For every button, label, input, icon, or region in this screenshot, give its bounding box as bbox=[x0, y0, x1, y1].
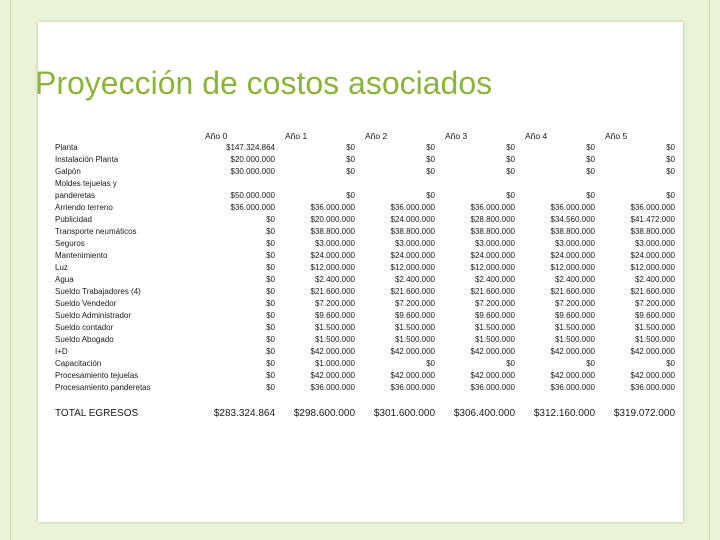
row-value-year-4: $1.500.000 bbox=[554, 335, 595, 344]
row-value-year-2: $38.800.000 bbox=[390, 227, 435, 236]
row-value-year-5: $36.000.000 bbox=[630, 383, 675, 392]
row-value-year-3: $0 bbox=[506, 155, 515, 164]
row-value-year-1: $3.000.000 bbox=[314, 239, 355, 248]
table-row bbox=[55, 202, 675, 214]
row-value-year-0: $0 bbox=[266, 215, 275, 224]
row-value-year-5: $12.000.000 bbox=[630, 263, 675, 272]
row-label: Moldes tejuelas y bbox=[55, 179, 117, 188]
row-label: Arriendo terreno bbox=[55, 203, 113, 212]
row-value-year-0: $0 bbox=[266, 323, 275, 332]
row-label: Capacitación bbox=[55, 359, 102, 368]
row-value-year-3: $0 bbox=[506, 359, 515, 368]
row-value-year-4: $21.600.000 bbox=[550, 287, 595, 296]
header-cell-year-2: Año 2 bbox=[365, 131, 388, 141]
row-value-year-3: $1.500.000 bbox=[474, 335, 515, 344]
total-year-2: $301.600.000 bbox=[373, 408, 435, 419]
row-value-year-0: $20.000.000 bbox=[230, 155, 275, 164]
row-value-year-4: $0 bbox=[586, 359, 595, 368]
row-value-year-2: $1.500.000 bbox=[394, 335, 435, 344]
row-value-year-4: $3.000.000 bbox=[554, 239, 595, 248]
row-value-year-5: $38.800.000 bbox=[630, 227, 675, 236]
row-value-year-2: $9.600.000 bbox=[394, 311, 435, 320]
header-cell-year-5: Año 5 bbox=[605, 131, 628, 141]
row-value-year-2: $24.000.000 bbox=[390, 215, 435, 224]
row-value-year-0: $0 bbox=[266, 275, 275, 284]
row-value-year-2: $0 bbox=[426, 155, 435, 164]
row-value-year-4: $0 bbox=[586, 191, 595, 200]
row-label: Sueldo Administrador bbox=[55, 311, 132, 320]
table-row bbox=[55, 382, 675, 394]
total-year-1: $298.600.000 bbox=[293, 408, 355, 419]
row-label: Sueldo Vendedor bbox=[55, 299, 117, 308]
brand-label: NEUMACLAJE bbox=[606, 481, 676, 492]
row-label: Luz bbox=[55, 263, 68, 272]
row-value-year-3: $28.800.000 bbox=[470, 215, 515, 224]
row-label: I+D bbox=[55, 347, 68, 356]
row-value-year-2: $0 bbox=[426, 191, 435, 200]
row-value-year-5: $42.000.000 bbox=[630, 371, 675, 380]
row-value-year-5: $9.600.000 bbox=[634, 311, 675, 320]
row-value-year-3: $2.400.000 bbox=[474, 275, 515, 284]
row-value-year-0: $0 bbox=[266, 227, 275, 236]
row-value-year-2: $7.200.000 bbox=[394, 299, 435, 308]
table-row bbox=[55, 346, 675, 358]
row-value-year-4: $1.500.000 bbox=[554, 323, 595, 332]
row-value-year-2: $0 bbox=[426, 359, 435, 368]
row-label: Galpón bbox=[55, 167, 81, 176]
row-value-year-2: $42.000.000 bbox=[390, 371, 435, 380]
row-value-year-0: $0 bbox=[266, 311, 275, 320]
row-value-year-4: $24.000.000 bbox=[550, 251, 595, 260]
row-value-year-3: $7.200.000 bbox=[474, 299, 515, 308]
header-cell-year-0: Año 0 bbox=[205, 131, 228, 141]
row-value-year-3: $0 bbox=[506, 143, 515, 152]
table-row bbox=[55, 214, 675, 226]
total-year-3: $306.400.000 bbox=[453, 408, 515, 419]
header-cell-label bbox=[55, 130, 165, 142]
row-value-year-5: $2.400.000 bbox=[634, 275, 675, 284]
row-value-year-2: $12.000.000 bbox=[390, 263, 435, 272]
row-value-year-3: $0 bbox=[506, 191, 515, 200]
table-row bbox=[55, 250, 675, 262]
row-value-year-5: $24.000.000 bbox=[630, 251, 675, 260]
row-value-year-5 bbox=[595, 178, 675, 190]
table-header-row bbox=[55, 130, 675, 142]
row-value-year-4: $7.200.000 bbox=[554, 299, 595, 308]
row-value-year-2: $2.400.000 bbox=[394, 275, 435, 284]
table-row bbox=[55, 358, 675, 370]
row-value-year-1: $24.000.000 bbox=[310, 251, 355, 260]
row-value-year-0: $30.000.000 bbox=[230, 167, 275, 176]
row-value-year-1: $38.800.000 bbox=[310, 227, 355, 236]
header-cell-year-4: Año 4 bbox=[525, 131, 548, 141]
row-value-year-4: $0 bbox=[586, 155, 595, 164]
row-value-year-1: $12.000.000 bbox=[310, 263, 355, 272]
row-value-year-5: $0 bbox=[666, 191, 675, 200]
table-row bbox=[55, 238, 675, 250]
table-row bbox=[55, 226, 675, 238]
row-label: Publicidad bbox=[55, 215, 92, 224]
row-value-year-3: $0 bbox=[506, 167, 515, 176]
row-value-year-1: $42.000.000 bbox=[310, 371, 355, 380]
row-value-year-0: $0 bbox=[266, 371, 275, 380]
row-value-year-1: $0 bbox=[346, 191, 355, 200]
row-value-year-4: $2.400.000 bbox=[554, 275, 595, 284]
row-value-year-5: $0 bbox=[666, 155, 675, 164]
row-value-year-4: $42.000.000 bbox=[550, 371, 595, 380]
row-value-year-1: $1.500.000 bbox=[314, 323, 355, 332]
row-label: Sueldo Trabajadores (4) bbox=[55, 287, 141, 296]
header-cell-year-1: Año 1 bbox=[285, 131, 308, 141]
row-label: Procesamiento panderetas bbox=[55, 383, 151, 392]
slide-frame-left bbox=[10, 0, 11, 540]
row-value-year-4: $34.560.000 bbox=[550, 215, 595, 224]
row-value-year-5: $41.472.000 bbox=[630, 215, 675, 224]
row-value-year-0: $50.000.000 bbox=[230, 191, 275, 200]
row-value-year-2 bbox=[355, 178, 435, 190]
row-label: Transporte neumáticos bbox=[55, 227, 137, 236]
row-value-year-3: $12.000.000 bbox=[470, 263, 515, 272]
total-row bbox=[55, 394, 675, 420]
row-value-year-1: $1.000.000 bbox=[314, 359, 355, 368]
row-value-year-4: $0 bbox=[586, 143, 595, 152]
row-value-year-3: $36.000.000 bbox=[470, 383, 515, 392]
row-value-year-1 bbox=[275, 178, 355, 190]
row-value-year-4: $12.000.000 bbox=[550, 263, 595, 272]
row-value-year-5: $42.000.000 bbox=[630, 347, 675, 356]
row-value-year-2: $36.000.000 bbox=[390, 383, 435, 392]
row-value-year-1: $21.600.000 bbox=[310, 287, 355, 296]
row-value-year-5: $21.600.000 bbox=[630, 287, 675, 296]
slide-frame-right bbox=[709, 0, 710, 540]
row-value-year-3: $24.000.000 bbox=[470, 251, 515, 260]
row-value-year-0: $0 bbox=[266, 251, 275, 260]
row-label: Procesamiento tejuelas bbox=[55, 371, 139, 380]
row-label: Seguros bbox=[55, 239, 85, 248]
row-label: Sueldo Abogado bbox=[55, 335, 114, 344]
row-label: Agua bbox=[55, 275, 74, 284]
row-value-year-5: $0 bbox=[666, 359, 675, 368]
row-label: Sueldo contador bbox=[55, 323, 114, 332]
row-value-year-3: $38.800.000 bbox=[470, 227, 515, 236]
row-value-year-1: $36.000.000 bbox=[310, 383, 355, 392]
total-year-4: $312.160.000 bbox=[533, 408, 595, 419]
row-value-year-3: $9.600.000 bbox=[474, 311, 515, 320]
row-value-year-3: $21.600.000 bbox=[470, 287, 515, 296]
row-value-year-3: $42.000.000 bbox=[470, 371, 515, 380]
row-value-year-0: $147.324.864 bbox=[226, 143, 275, 152]
table-row bbox=[55, 178, 675, 190]
row-label: Instalación Planta bbox=[55, 155, 119, 164]
row-value-year-1: $0 bbox=[346, 155, 355, 164]
row-label: panderetas bbox=[55, 191, 96, 200]
row-value-year-5: $1.500.000 bbox=[634, 335, 675, 344]
row-value-year-4: $36.000.000 bbox=[550, 203, 595, 212]
row-value-year-0: $0 bbox=[266, 287, 275, 296]
row-value-year-1: $20.000.000 bbox=[310, 215, 355, 224]
row-value-year-0: $0 bbox=[266, 335, 275, 344]
row-value-year-1: $7.200.000 bbox=[314, 299, 355, 308]
row-value-year-0 bbox=[165, 178, 275, 190]
table-row bbox=[55, 190, 675, 202]
row-value-year-0: $36.000.000 bbox=[230, 203, 275, 212]
row-value-year-2: $42.000.000 bbox=[390, 347, 435, 356]
row-value-year-0: $0 bbox=[266, 383, 275, 392]
table-row bbox=[55, 310, 675, 322]
table-row bbox=[55, 154, 675, 166]
table-row bbox=[55, 334, 675, 346]
row-value-year-4: $36.000.000 bbox=[550, 383, 595, 392]
row-value-year-2: $24.000.000 bbox=[390, 251, 435, 260]
row-value-year-4: $9.600.000 bbox=[554, 311, 595, 320]
cost-projection-table bbox=[55, 130, 675, 420]
table-row bbox=[55, 370, 675, 382]
row-label: Mantenimiento bbox=[55, 251, 108, 260]
row-value-year-3: $42.000.000 bbox=[470, 347, 515, 356]
row-value-year-0: $0 bbox=[266, 239, 275, 248]
row-value-year-5: $0 bbox=[666, 143, 675, 152]
row-value-year-2: $36.000.000 bbox=[390, 203, 435, 212]
header-cell-year-3: Año 3 bbox=[445, 131, 468, 141]
slide-title: Proyección de costos asociados bbox=[35, 65, 493, 101]
row-label: Planta bbox=[55, 143, 78, 152]
table-row bbox=[55, 262, 675, 274]
table-row bbox=[55, 322, 675, 334]
table-row bbox=[55, 274, 675, 286]
row-value-year-3: $1.500.000 bbox=[474, 323, 515, 332]
row-value-year-2: $3.000.000 bbox=[394, 239, 435, 248]
row-value-year-4: $0 bbox=[586, 167, 595, 176]
table-row bbox=[55, 286, 675, 298]
row-value-year-0: $0 bbox=[266, 299, 275, 308]
row-value-year-1: $2.400.000 bbox=[314, 275, 355, 284]
total-label: TOTAL EGRESOS bbox=[55, 408, 139, 419]
table-row bbox=[55, 142, 675, 154]
row-value-year-2: $0 bbox=[426, 143, 435, 152]
table-body bbox=[55, 142, 675, 394]
row-value-year-1: $1.500.000 bbox=[314, 335, 355, 344]
row-value-year-2: $0 bbox=[426, 167, 435, 176]
total-year-5: $319.072.000 bbox=[613, 408, 675, 419]
row-value-year-1: $42.000.000 bbox=[310, 347, 355, 356]
row-value-year-2: $1.500.000 bbox=[394, 323, 435, 332]
row-value-year-1: $0 bbox=[346, 167, 355, 176]
row-value-year-5: $0 bbox=[666, 167, 675, 176]
row-value-year-3: $36.000.000 bbox=[470, 203, 515, 212]
row-value-year-4: $38.800.000 bbox=[550, 227, 595, 236]
row-value-year-5: $1.500.000 bbox=[634, 323, 675, 332]
row-value-year-1: $9.600.000 bbox=[314, 311, 355, 320]
table-row bbox=[55, 298, 675, 310]
row-value-year-5: $3.000.000 bbox=[634, 239, 675, 248]
row-value-year-0: $0 bbox=[266, 359, 275, 368]
row-value-year-5: $36.000.000 bbox=[630, 203, 675, 212]
row-value-year-3 bbox=[435, 178, 515, 190]
row-value-year-0: $0 bbox=[266, 263, 275, 272]
row-value-year-1: $36.000.000 bbox=[310, 203, 355, 212]
row-value-year-0: $0 bbox=[266, 347, 275, 356]
row-value-year-5: $7.200.000 bbox=[634, 299, 675, 308]
row-value-year-4: $42.000.000 bbox=[550, 347, 595, 356]
row-value-year-3: $3.000.000 bbox=[474, 239, 515, 248]
table-row bbox=[55, 166, 675, 178]
row-value-year-2: $21.600.000 bbox=[390, 287, 435, 296]
total-year-0: $283.324.864 bbox=[213, 408, 275, 419]
row-value-year-1: $0 bbox=[346, 143, 355, 152]
row-value-year-4 bbox=[515, 178, 595, 190]
